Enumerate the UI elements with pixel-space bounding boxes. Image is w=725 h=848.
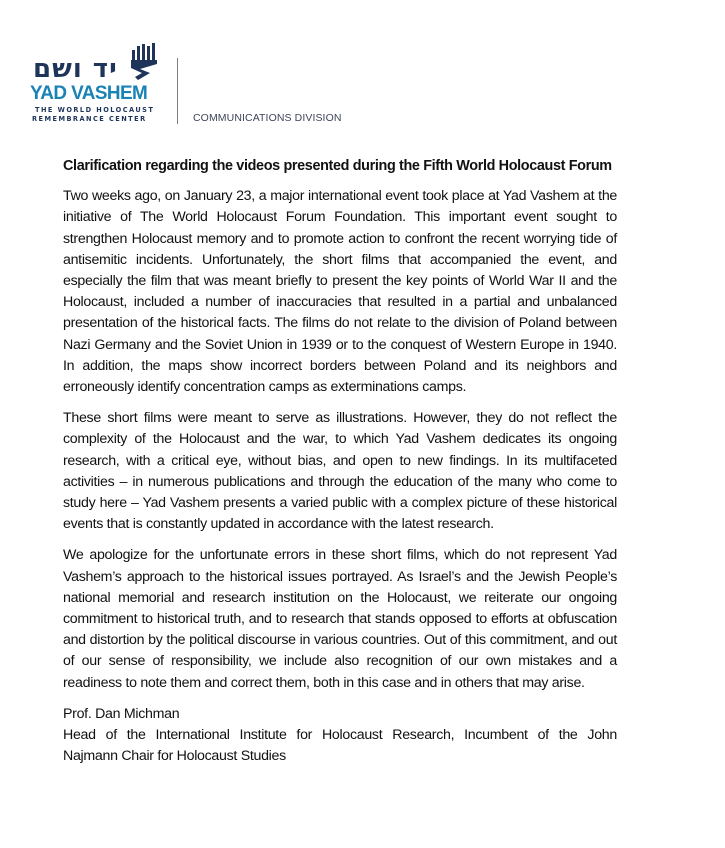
paragraph-2: These short films were meant to serve as illustrations. However, they do not reflect the complexity of the Holocaust and the war, to which Yad Vashem dedicates its ongoing research, with a critical eye, without bias, and open to new findings. In its multifaceted activities – in numerous publications and through the education of the many who come to study here – Yad Vashem presents a varied public with a complex picture of these historical events that is constantly updated in accordance with the latest research. xyxy=(63,410,617,533)
logo-subtitle-line2: REMEMBRANCE CENTER xyxy=(32,115,147,123)
yad-vashem-logo xyxy=(30,40,162,125)
signature-block xyxy=(63,704,617,768)
paragraph-3: We apologize for the unfortunate errors in these short films, which do not represent Yad Vashem’s approach to the historical issues portrayed. As Israel’s and the Jewish People’s national memorial and research institution on the Holocaust, we reiterate our ongoing commitment to historical truth, and to research that stands opposed to efforts at obfuscation and distortion by the political discourse in various countries. Out of this commitment, and out of our sense of responsibility, we include also recognition of our own mistakes and a readiness to note them and correct them, both in this case and in others that may arise. xyxy=(63,547,617,691)
logo-subtitle-line1: THE WORLD HOLOCAUST xyxy=(35,106,155,114)
menorah-icon xyxy=(128,42,160,82)
paragraph-1: Two weeks ago, on January 23, a major international event took place at Yad Vashem at the initiative of The World Holocaust Forum Foundation. This important event sought to strengthen Holocaust memory and to promote action to confront the recent worrying tide of antisemitic incidents. Unfortunately, the short films that accompanied the event, and especially the film that was meant briefly to present the key points of World War II and the Holocaust, included a number of inaccuracies that resulted in a partial and unbalanced presentation of the historical facts. The films do not relate to the division of Poland between Nazi Germany and the Soviet Union in 1939 or to the conquest of Western Europe in 1940. In addition, the maps show incorrect borders between Poland and its neighbors and erroneously identify concentration camps as exterminations camps. xyxy=(63,188,617,396)
signatory-title-line1: Head of the International Institute for Holocaust Research, Incumbent of the John xyxy=(63,727,617,744)
signatory-title-line2: Najmann Chair for Holocaust Studies xyxy=(63,748,286,765)
signatory-name: Prof. Dan Michman xyxy=(63,705,180,722)
header-divider xyxy=(177,58,178,124)
logo-name: YAD VASHEM xyxy=(30,82,148,104)
letterhead xyxy=(0,0,725,140)
document-title: Clarification regarding the videos presented during the Fifth World Holocaust Forum xyxy=(63,158,612,174)
logo-hebrew-text: יד ושם xyxy=(33,54,118,84)
document-body xyxy=(63,156,617,767)
division-label: COMMUNICATIONS DIVISION xyxy=(193,112,342,124)
